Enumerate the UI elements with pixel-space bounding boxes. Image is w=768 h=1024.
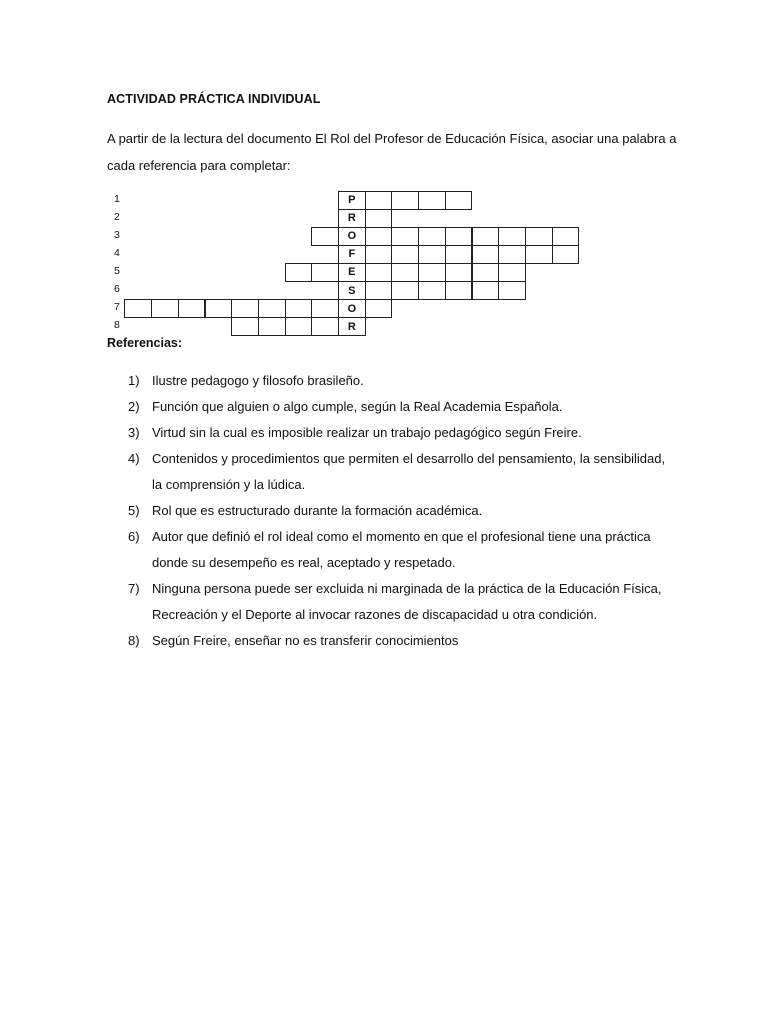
- crossword-cell[interactable]: [498, 245, 526, 264]
- reference-item: [128, 498, 668, 524]
- crossword-cell[interactable]: [205, 299, 233, 318]
- reference-item: [128, 446, 668, 498]
- crossword-key-cell: P: [338, 191, 366, 210]
- crossword-cell[interactable]: [285, 299, 313, 318]
- crossword-cell[interactable]: [498, 227, 526, 246]
- crossword-cell[interactable]: [391, 227, 419, 246]
- reference-number: 2): [128, 399, 140, 414]
- reference-text: Contenidos y procedimientos que permiten el desarrollo del pensamiento, la sensibilidad, la comprensión y la lúdica.: [152, 451, 666, 492]
- reference-item: [128, 524, 668, 576]
- reference-number: 4): [128, 451, 140, 466]
- crossword-cell[interactable]: [365, 281, 393, 300]
- reference-item: [128, 420, 668, 446]
- crossword-cell[interactable]: [124, 299, 152, 318]
- crossword-row-number: 2: [114, 210, 120, 223]
- crossword-cell[interactable]: [365, 227, 393, 246]
- crossword-cell[interactable]: [231, 299, 259, 318]
- crossword-cell[interactable]: [231, 317, 259, 336]
- crossword-cell[interactable]: [445, 245, 473, 264]
- reference-text: Según Freire, enseñar no es transferir conocimientos: [152, 633, 459, 648]
- crossword-cell[interactable]: [498, 281, 526, 300]
- crossword-cell[interactable]: [391, 281, 419, 300]
- crossword-cell[interactable]: [525, 245, 553, 264]
- crossword-cell[interactable]: [418, 245, 446, 264]
- references-heading: Referencias:: [107, 336, 183, 350]
- crossword-key-cell: F: [338, 245, 366, 264]
- crossword-cell[interactable]: [365, 299, 393, 318]
- crossword-cell[interactable]: [311, 317, 339, 336]
- reference-text: Autor que definió el rol ideal como el momento en que el profesional tiene una práctica donde su desempeño es real, aceptado y respetado.: [152, 529, 651, 570]
- crossword-cell[interactable]: [285, 317, 313, 336]
- crossword-key-cell: O: [338, 299, 366, 318]
- crossword-cell[interactable]: [552, 245, 580, 264]
- crossword-row-number: 8: [114, 319, 120, 332]
- reference-text: Ilustre pedagogo y filosofo brasileño.: [152, 373, 364, 388]
- crossword-cell[interactable]: [365, 263, 393, 282]
- references-list: [128, 368, 668, 654]
- crossword-cell[interactable]: [418, 281, 446, 300]
- reference-item: [128, 628, 668, 654]
- reference-number: 5): [128, 503, 140, 518]
- reference-number: 1): [128, 373, 140, 388]
- crossword-cell[interactable]: [391, 191, 419, 210]
- crossword-cell[interactable]: [418, 263, 446, 282]
- crossword-cell[interactable]: [418, 227, 446, 246]
- crossword-cell[interactable]: [445, 191, 473, 210]
- crossword-key-cell: R: [338, 209, 366, 228]
- crossword-key-cell: R: [338, 317, 366, 336]
- crossword-row-number: 1: [114, 192, 120, 205]
- reference-number: 8): [128, 633, 140, 648]
- crossword-cell[interactable]: [285, 263, 313, 282]
- crossword-row-number: 6: [114, 283, 120, 295]
- crossword-cell[interactable]: [552, 227, 580, 246]
- crossword-cell[interactable]: [445, 227, 473, 246]
- crossword-row-number: 3: [114, 228, 120, 241]
- crossword-cell[interactable]: [311, 263, 339, 282]
- crossword-cell[interactable]: [472, 263, 500, 282]
- reference-number: 6): [128, 529, 140, 544]
- crossword-cell[interactable]: [311, 299, 339, 318]
- crossword-cell[interactable]: [525, 227, 553, 246]
- reference-number: 3): [128, 425, 140, 440]
- crossword-cell[interactable]: [365, 209, 393, 228]
- reference-text: Virtud sin la cual es imposible realizar un trabajo pedagógico según Freire.: [152, 425, 582, 440]
- crossword-row-number: 7: [114, 301, 120, 314]
- reference-text: Rol que es estructurado durante la formación académica.: [152, 503, 483, 518]
- crossword-cell[interactable]: [472, 227, 500, 246]
- crossword-cell[interactable]: [258, 299, 286, 318]
- crossword-key-cell: E: [338, 263, 366, 282]
- crossword-cell[interactable]: [418, 191, 446, 210]
- reference-item: [128, 368, 668, 394]
- crossword-cell[interactable]: [391, 263, 419, 282]
- crossword-cell[interactable]: [445, 263, 473, 282]
- crossword-cell[interactable]: [365, 191, 393, 210]
- crossword-cell[interactable]: [472, 245, 500, 264]
- crossword-cell[interactable]: [445, 281, 473, 300]
- crossword-row-number: 4: [114, 246, 120, 259]
- crossword-cell[interactable]: [391, 245, 419, 264]
- reference-text: Función que alguien o algo cumple, según la Real Academia Española.: [152, 399, 563, 414]
- crossword-key-cell: O: [338, 227, 366, 246]
- crossword-cell[interactable]: [178, 299, 206, 318]
- reference-item: [128, 576, 668, 628]
- intro-paragraph: A partir de la lectura del documento El Rol del Profesor de Educación Física, asociar una palabra a cada referencia para completar:: [107, 131, 677, 173]
- crossword-cell[interactable]: [258, 317, 286, 336]
- crossword-cell[interactable]: [151, 299, 179, 318]
- reference-text: Ninguna persona puede ser excluida ni marginada de la práctica de la Educación Física, Recreación y el Deporte al invocar razones de discapacidad u otra condición.: [152, 581, 662, 622]
- reference-number: 7): [128, 581, 140, 596]
- activity-title: ACTIVIDAD PRÁCTICA INDIVIDUAL: [107, 92, 321, 106]
- crossword-key-cell: S: [338, 281, 366, 300]
- crossword-cell[interactable]: [365, 245, 393, 264]
- crossword-cell[interactable]: [498, 263, 526, 282]
- crossword-cell[interactable]: [311, 227, 339, 246]
- crossword-row-number: 5: [114, 264, 120, 277]
- reference-item: [128, 394, 668, 420]
- crossword-cell[interactable]: [472, 281, 500, 300]
